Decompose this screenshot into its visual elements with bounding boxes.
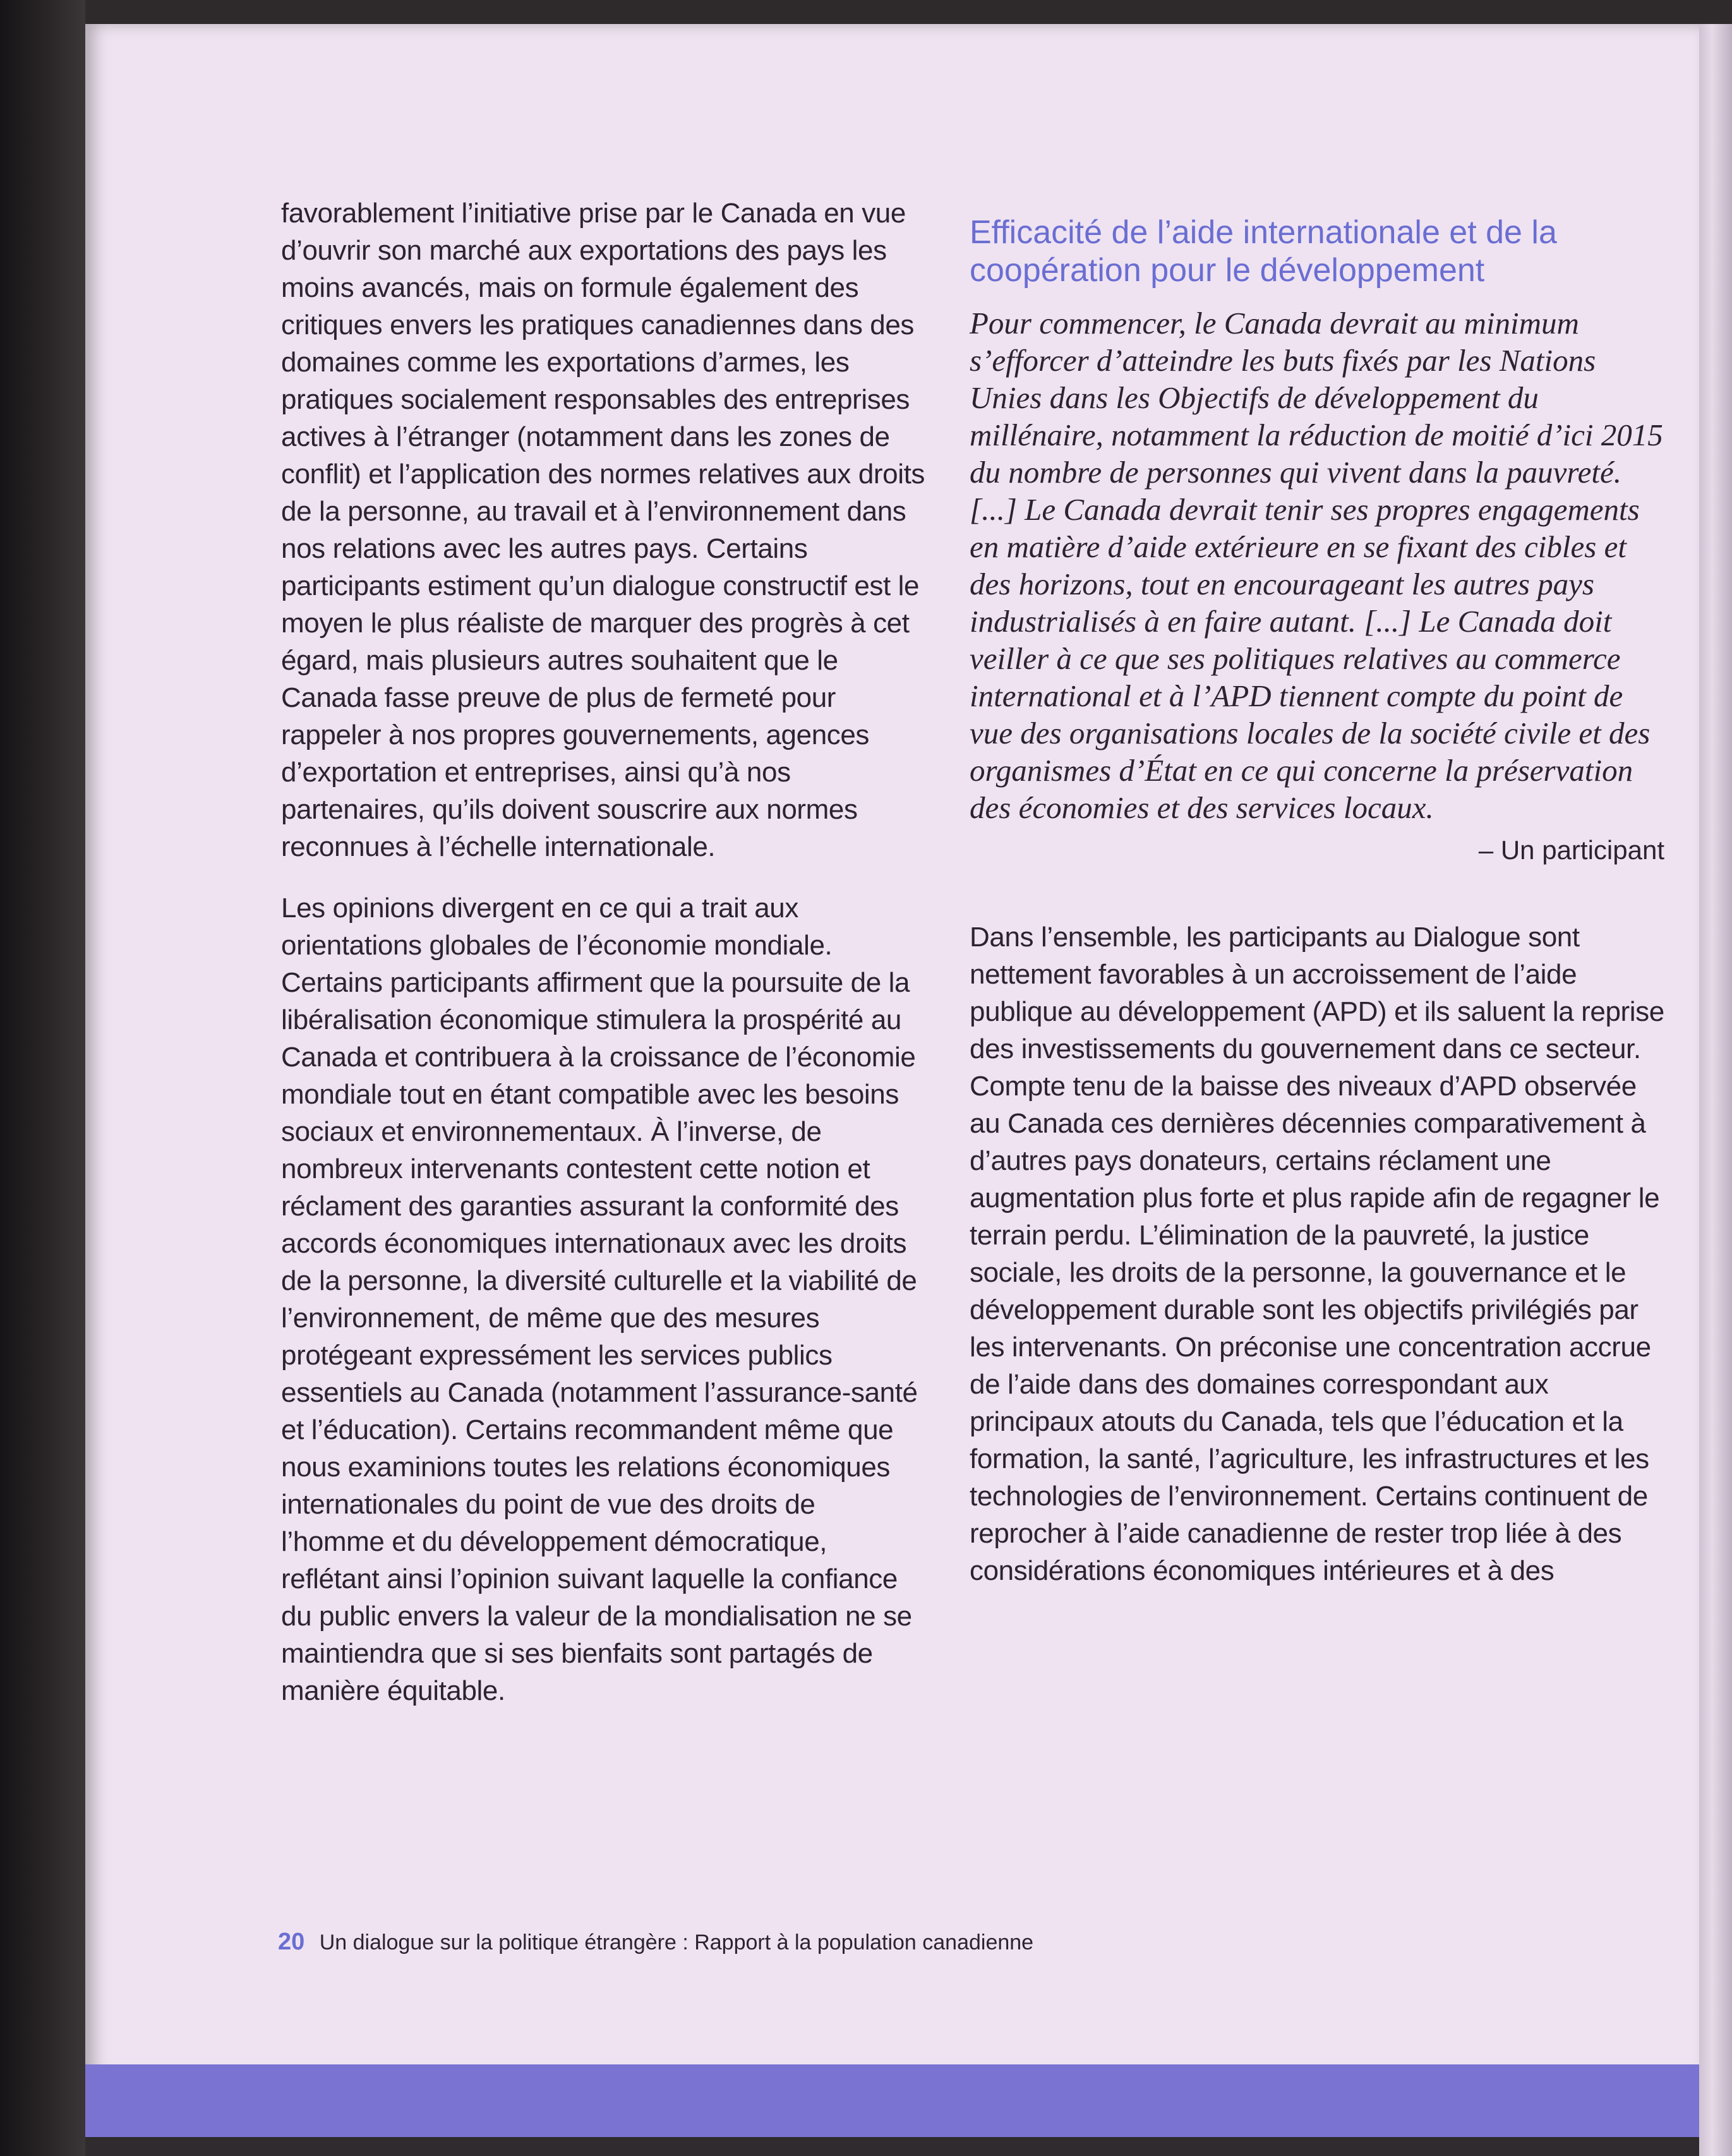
right-column <box>970 195 1664 1613</box>
document-page <box>85 24 1699 2156</box>
page-number: 20 <box>278 1929 305 1955</box>
scan-background-bottom <box>85 2137 1699 2156</box>
section-heading: Efficacité de l’aide internationale et de la coopération pour le développement <box>970 214 1557 289</box>
left-column <box>281 195 925 1733</box>
page-footer <box>278 1929 1033 1956</box>
scan-background-top <box>0 0 1732 25</box>
body-paragraph: Les opinions divergent en ce qui a trait aux orientations globales de l’économie mondiale. Certains participants affirment que la poursuite de la libéralisation économique stimulera la prospérité au Canada et contribuera à la croissance de l’économie mondiale tout en étant compatible avec les besoins sociaux et environnementaux. À l’inverse, de nombreux intervenants contestent cette notion et réclament des garanties assurant la conformité des accords économiques internationaux avec les droits de la personne, la diversité culturelle et la viabilité de l’environnement, de même que des mesures protégeant expressément les services publics essentiels au Canada (notamment l’assurance-santé et l’éducation). Certains recommandent même que nous examinions toutes les relations économiques internationales du point de vue des droits de l’homme et du développement démocratique, reflétant ainsi l’opinion suivant laquelle la confiance du public envers la valeur de la mondialisation ne se maintiendra que si ses bienfaits sont partagés de manière équitable. <box>281 893 918 1706</box>
scan-background-left <box>0 0 85 2156</box>
quote-attribution: – Un participant <box>1478 835 1664 865</box>
body-paragraph: favorablement l’initiative prise par le Canada en vue d’ouvrir son marché aux exportations des pays les moins avancés, mais on formule également des critiques envers les pratiques canadiennes dans des domaines comme les exportations d’armes, les pratiques socialement responsables des entreprises actives à l’étranger (notamment dans les zones de conflit) et l’application des normes relatives aux droits de la personne, au travail et à l’environnement dans nos relations avec les autres pays. Certains participants estiment qu’un dialogue constructif est le moyen le plus réaliste de marquer des progrès à cet égard, mais plusieurs autres souhaitent que le Canada fasse preuve de plus de fermeté pour rappeler à nos propres gouvernements, agences d’exportation et entreprises, ainsi qu’à nos partenaires, qu’ils doivent souscrire aux normes reconnues à l’échelle internationale. <box>281 198 925 862</box>
decorative-band <box>85 2064 1699 2137</box>
page-edge <box>1699 24 1732 2156</box>
footer-title: Un dialogue sur la politique étrangère : Rapport à la population canadienne <box>319 1930 1034 1954</box>
body-paragraph: Dans l’ensemble, les participants au Dialogue sont nettement favorables à un accroissement de l’aide publique au développement (APD) et ils saluent la reprise des investissements du gouvernement dans ce secteur. Compte tenu de la baisse des niveaux d’APD observée au Canada ces dernières décennies comparativement à d’autres pays donateurs, certains réclament une augmentation plus forte et plus rapide afin de regagner le terrain perdu. L’élimination de la pauvreté, la justice sociale, les droits de la personne, la gouvernance et le développement durable sont les objectifs privilégiés par les intervenants. On préconise une concentration accrue de l’aide dans des domaines correspondant aux principaux atouts du Canada, tels que l’éducation et la formation, la santé, l’agriculture, les infrastructures et les technologies de l’environnement. Certains continuent de reprocher à l’aide canadienne de rester trop liée à des considérations économiques intérieures et à des <box>970 922 1664 1586</box>
pull-quote: Pour commencer, le Canada devrait au minimum s’efforcer d’atteindre les buts fixés par les Nations Unies dans les Objectifs de développement du millénaire, notamment la réduction de moitié d’ici 2015 du nombre de personnes qui vivent dans la pauvreté. [...] Le Canada devrait tenir ses propres engagements en matière d’aide extérieure en se fixant des cibles et des horizons, tout en encourageant les autres pays industrialisés à en faire autant. [...] Le Canada doit veiller à ce que ses politiques relatives au commerce international et à l’APD tiennent compte du point de vue des organisations locales de la société civile et des organismes d’État en ce qui concerne la préservation des économies et des services locaux. <box>970 306 1663 825</box>
